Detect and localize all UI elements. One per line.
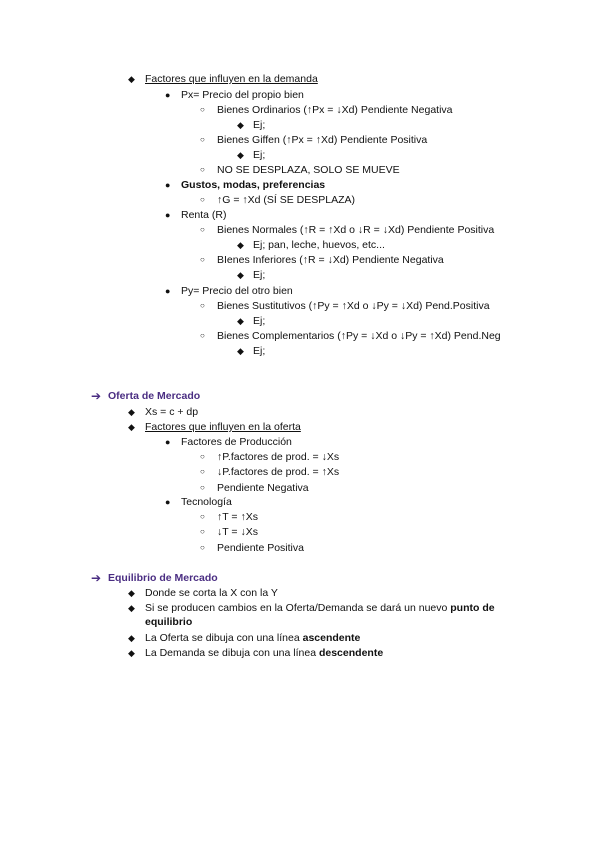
ascendente: ascendente <box>302 632 361 644</box>
circle-bullet-icon: ○ <box>200 452 205 461</box>
equilibrio-item-text: La Demanda se dibuja con una línea <box>145 647 319 659</box>
arrow-right-icon: ➔ <box>91 389 102 403</box>
diamond-bullet-icon: ◆ <box>237 270 244 280</box>
disc-bullet-icon: ● <box>165 180 171 190</box>
equilibrio-item: Donde se corta la X con la Y <box>145 587 278 599</box>
punto-equilibrio: punto de equilibrio <box>145 602 495 628</box>
circle-bullet-icon: ○ <box>200 512 205 521</box>
normales-ej: Ej; pan, leche, huevos, etc... <box>253 239 385 251</box>
arrow-right-icon: ➔ <box>91 571 102 585</box>
circle-bullet-icon: ○ <box>200 527 205 536</box>
disc-bullet-icon: ● <box>165 286 171 296</box>
diamond-bullet-icon: ◆ <box>237 240 244 250</box>
equilibrio-item <box>145 631 360 645</box>
disc-bullet-icon: ● <box>165 437 171 447</box>
complementarios-ej: Ej; <box>253 345 266 357</box>
circle-bullet-icon: ○ <box>200 105 205 114</box>
giffen-ej: Ej; <box>253 149 266 161</box>
equilibrio-item-text: La Oferta se dibuja con una línea <box>145 632 303 644</box>
diamond-bullet-icon: ◆ <box>128 422 135 432</box>
descendente: descendente <box>318 647 384 659</box>
produccion-label: Factores de Producción <box>181 436 292 448</box>
disc-bullet-icon: ● <box>165 497 171 507</box>
diamond-bullet-icon: ◆ <box>128 648 135 658</box>
diamond-bullet-icon: ◆ <box>128 633 135 643</box>
renta-label: Renta (R) <box>181 209 227 221</box>
sustitutivos-ej: Ej; <box>253 315 266 327</box>
diamond-bullet-icon: ◆ <box>237 120 244 130</box>
disc-bullet-icon: ● <box>165 90 171 100</box>
circle-bullet-icon: ○ <box>200 543 205 552</box>
disc-bullet-icon: ● <box>165 210 171 220</box>
diamond-bullet-icon: ◆ <box>128 588 135 598</box>
circle-bullet-icon: ○ <box>200 135 205 144</box>
circle-bullet-icon: ○ <box>200 165 205 174</box>
no-desplaza: NO SE DESPLAZA, SOLO SE MUEVE <box>217 164 400 176</box>
tecnologia-label: Tecnología <box>181 496 232 508</box>
produccion-item: ↓P.factores de prod. = ↑Xs <box>217 466 340 478</box>
oferta-formula: Xs = c + dp <box>145 406 199 418</box>
equilibrio-item-text: Si se producen cambios en la Oferta/Demanda se dará un nuevo <box>145 602 451 614</box>
circle-bullet-icon: ○ <box>200 331 205 340</box>
ordinarios-ej: Ej; <box>253 119 266 131</box>
py-label: Py= Precio del otro bien <box>181 285 293 297</box>
oferta-heading: Factores que influyen en la oferta <box>145 421 301 433</box>
oferta-title: Oferta de Mercado <box>108 390 201 402</box>
circle-bullet-icon: ○ <box>200 255 205 264</box>
tecnologia-item: ↓T = ↓Xs <box>217 526 258 538</box>
gustos-label: Gustos, modas, preferencias <box>181 179 326 191</box>
circle-bullet-icon: ○ <box>200 467 205 476</box>
bienes-normales: Bienes Normales (↑R = ↑Xd o ↓R = ↓Xd) Pendiente Positiva <box>217 224 495 236</box>
demanda-heading: Factores que influyen en la demanda <box>145 73 318 85</box>
tecnologia-item: ↑T = ↑Xs <box>217 511 258 523</box>
bienes-sustitutivos: Bienes Sustitutivos (↑Py = ↑Xd o ↓Py = ↓Xd) Pend.Positiva <box>217 300 490 312</box>
bienes-giffen: Bienes Giffen (↑Px = ↑Xd) Pendiente Positiva <box>217 134 428 146</box>
inferiores-ej: Ej; <box>253 269 266 281</box>
tecnologia-item: Pendiente Positiva <box>217 542 304 554</box>
circle-bullet-icon: ○ <box>200 301 205 310</box>
equilibrio-title: Equilibrio de Mercado <box>108 572 218 584</box>
diamond-bullet-icon: ◆ <box>128 603 135 613</box>
circle-bullet-icon: ○ <box>200 195 205 204</box>
diamond-bullet-icon: ◆ <box>237 316 244 326</box>
circle-bullet-icon: ○ <box>200 483 205 492</box>
bienes-ordinarios: Bienes Ordinarios (↑Px = ↓Xd) Pendiente Negativa <box>217 104 453 116</box>
diamond-bullet-icon: ◆ <box>237 150 244 160</box>
produccion-item: ↑P.factores de prod. = ↓Xs <box>217 451 340 463</box>
bienes-inferiores: BIenes Inferiores (↑R = ↓Xd) Pendiente Negativa <box>217 254 444 266</box>
circle-bullet-icon: ○ <box>200 225 205 234</box>
px-label: Px= Precio del propio bien <box>181 89 304 101</box>
gustos-item: ↑G = ↑Xd (SÍ SE DESPLAZA) <box>217 194 356 206</box>
equilibrio-item <box>145 601 520 629</box>
diamond-bullet-icon: ◆ <box>128 407 135 417</box>
equilibrio-item <box>145 646 383 660</box>
bienes-complementarios: Bienes Complementarios (↑Py = ↓Xd o ↓Py = ↑Xd) Pend.Neg <box>217 330 501 342</box>
diamond-bullet-icon: ◆ <box>237 346 244 356</box>
diamond-bullet-icon: ◆ <box>128 74 135 84</box>
produccion-item: Pendiente Negativa <box>217 482 309 494</box>
